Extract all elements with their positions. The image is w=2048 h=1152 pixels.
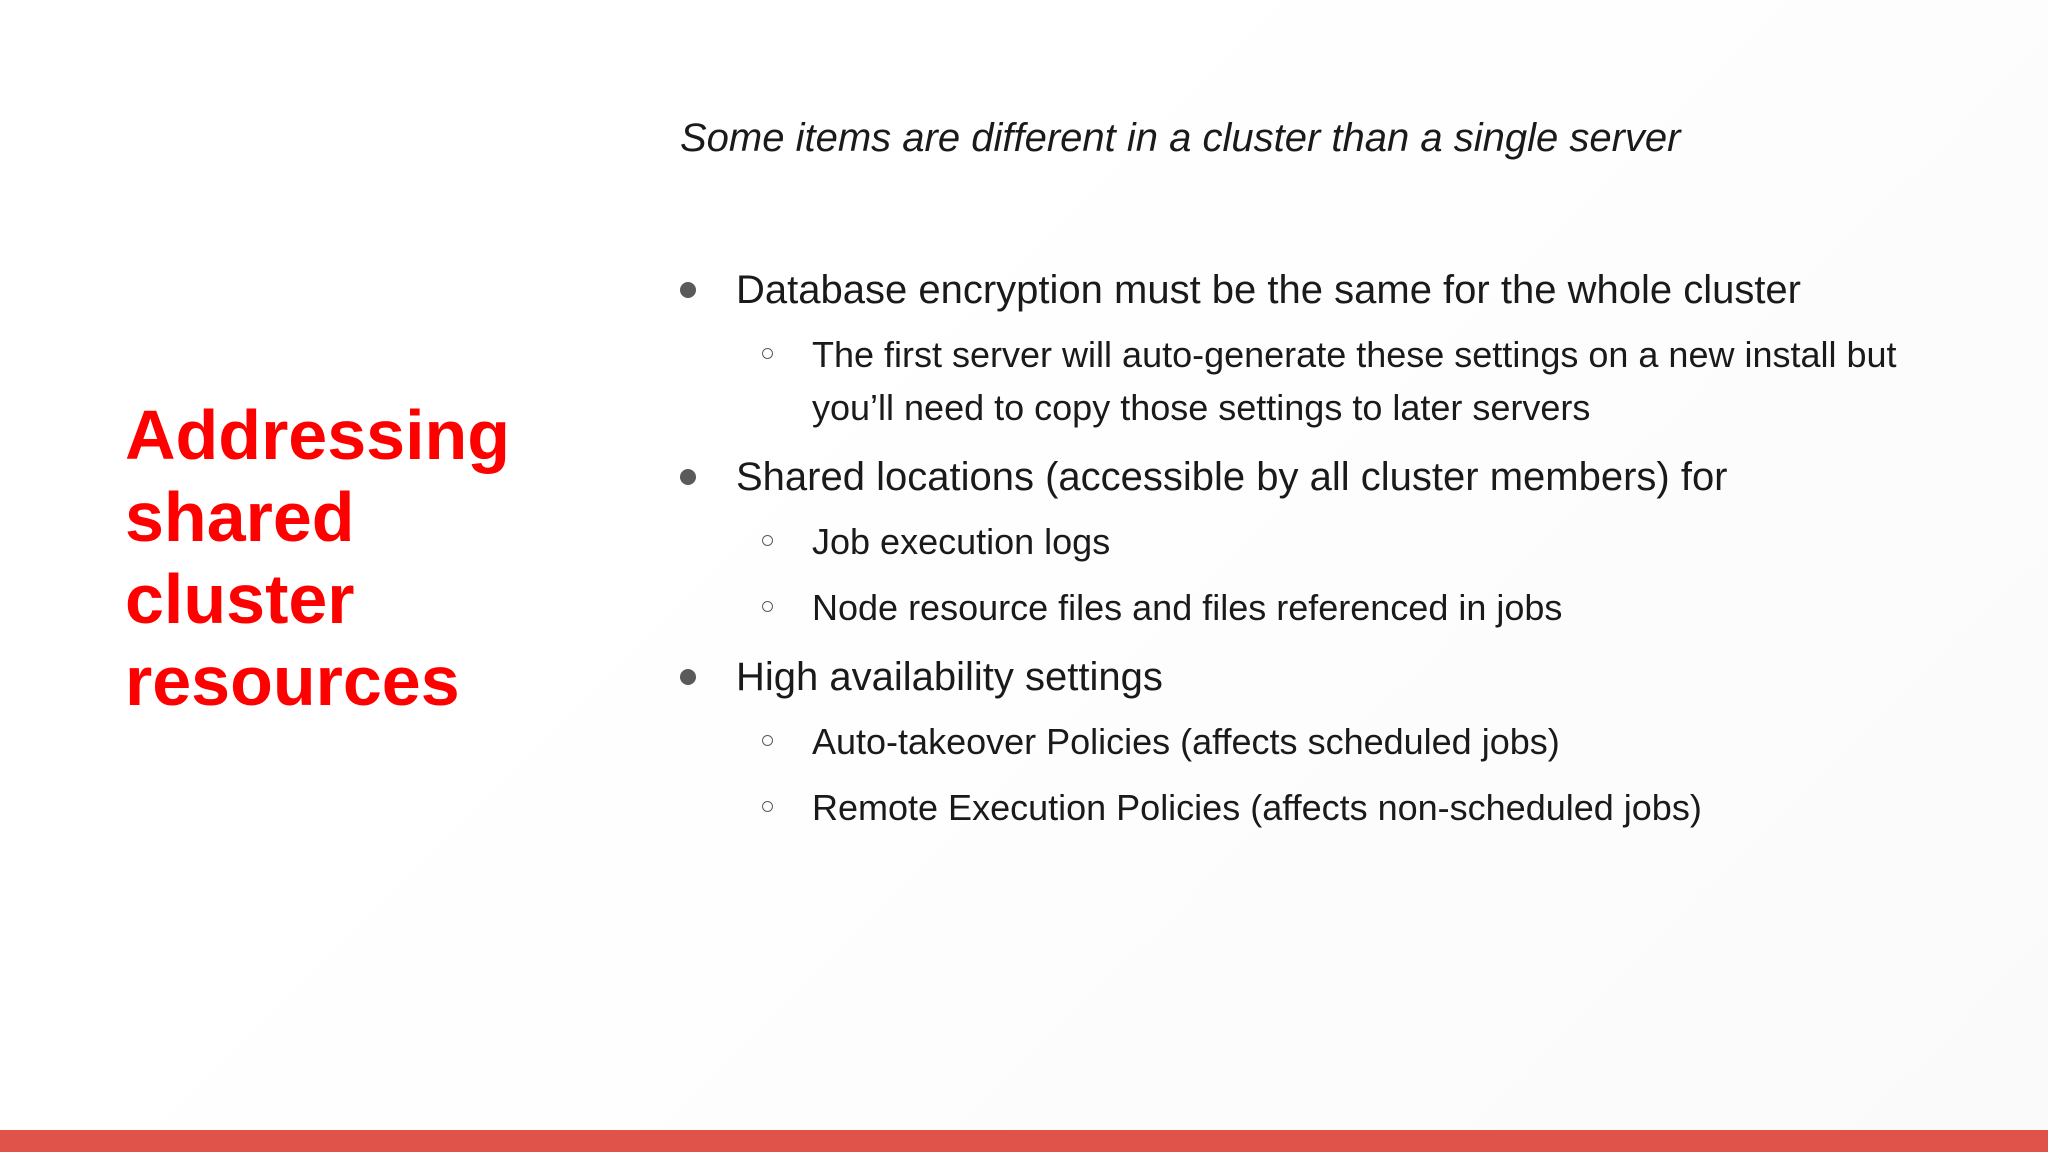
- slide-subtitle: Some items are different in a cluster than a single server: [680, 116, 1681, 160]
- slide-title: [125, 394, 565, 722]
- sub-bullet-item: [680, 581, 1980, 634]
- bullet-item: [680, 647, 1980, 707]
- footer-accent-bar: [0, 1130, 2048, 1152]
- title-line: Addressing: [125, 396, 511, 474]
- bullet-item: [680, 260, 1980, 320]
- sub-bullet-text: Auto-takeover Policies (affects scheduled jobs): [812, 721, 1560, 762]
- sub-bullet-text: The first server will auto-generate these settings on a new install but you’ll need to copy those settings to later servers: [812, 334, 1897, 428]
- bullet-text: Shared locations (accessible by all cluster members) for: [736, 455, 1728, 499]
- sub-bullet-text: Job execution logs: [812, 521, 1111, 562]
- bullet-item: [680, 447, 1980, 507]
- bullet-dot-icon: [680, 282, 696, 298]
- bullet-text: High availability settings: [736, 655, 1163, 699]
- sub-bullet-circle-icon: [762, 348, 773, 359]
- sub-bullet-item: [680, 328, 1980, 434]
- sub-bullet-circle-icon: [762, 601, 773, 612]
- title-line: resources: [125, 642, 460, 720]
- bullet-dot-icon: [680, 669, 696, 685]
- sub-bullet-item: [680, 715, 1980, 768]
- sub-bullet-item: [680, 781, 1980, 834]
- sub-bullet-circle-icon: [762, 735, 773, 746]
- sub-bullet-circle-icon: [762, 535, 773, 546]
- bullet-text: Database encryption must be the same for the whole cluster: [736, 268, 1801, 312]
- title-line: shared: [125, 478, 355, 556]
- sub-bullet-text: Remote Execution Policies (affects non-scheduled jobs): [812, 787, 1702, 828]
- bullet-dot-icon: [680, 469, 696, 485]
- sub-bullet-item: [680, 515, 1980, 568]
- bullet-list: [680, 260, 1980, 847]
- sub-bullet-text: Node resource files and files referenced in jobs: [812, 587, 1563, 628]
- sub-bullet-circle-icon: [762, 801, 773, 812]
- title-line: cluster: [125, 560, 355, 638]
